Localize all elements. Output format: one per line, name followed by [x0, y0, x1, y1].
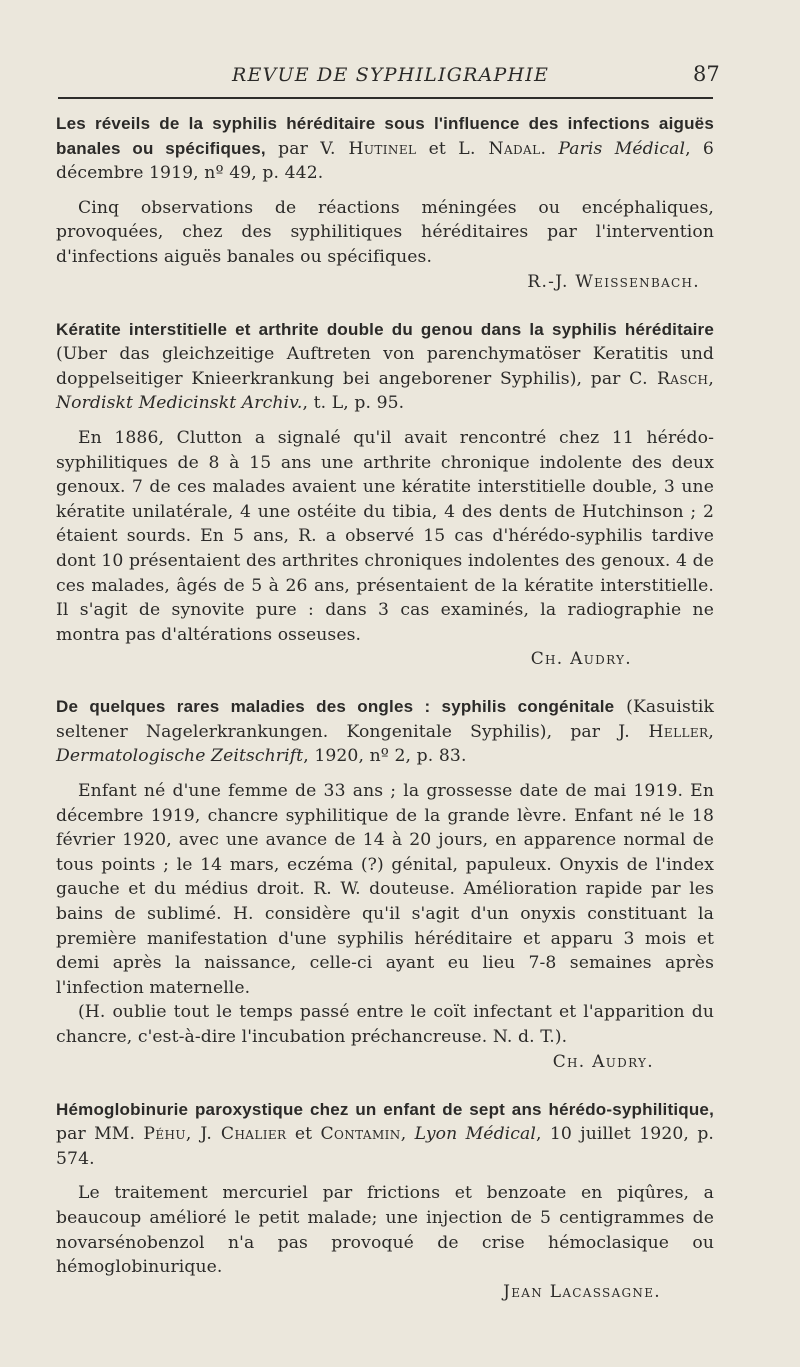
journal-name: Lyon Médical [414, 1124, 536, 1145]
article-citation: Hémoglobinurie paroxystique chez un enfant de sept ans hérédo-syphilitique, par MM. Péhu, J. Chalier et Contamin, Lyon Médical, 10 juillet 1920, p. 574. [56, 1099, 714, 1169]
article-signature: R.-J. Weissenbach. [527, 271, 700, 292]
author: V. Hutinel [320, 138, 417, 159]
running-title: REVUE DE SYPHILIGRAPHIE [232, 64, 550, 86]
article-signature: Ch. Audry. [552, 1051, 654, 1072]
article-body: Enfant né d'une femme de 33 ans ; la grossesse date de mai 1919. En décembre 1919, chancre syphilitique de la grande lèvre. Enfant né le 18 février 1920, avec une avance de 14 à 20 jours, en apparence normal de tous points ; le 14 mars, eczéma (?) génital, papuleux. Onyxis de l'index gauche et du médius droit. R. W. douteuse. Amélioration rapide par les bains de sublimé. H. considère qu'il s'agit d'un onyxis constituant la première manifestation d'une syphilis héréditaire et apparu 3 mois et demi après la naissance, celle-ci ayant eu lieu 7-8 semaines après l'infection maternelle. [56, 781, 714, 998]
article-citation: Les réveils de la syphilis héréditaire sous l'influence des infections aiguës banales ou spécifiques, par V. Hutinel et L. Nadal. Paris Médical, 6 décembre 1919, nº 49, p. 442. [56, 114, 714, 184]
article-note: (H. oublie tout le temps passé entre le coït infectant et l'apparition du chancre, c'est-à-dire l'incubation préchancreuse. N. d. T.). [56, 1002, 714, 1047]
article-citation: Kératite interstitielle et arthrite double du genou dans la syphilis héréditaire (Uber das gleichzeitige Auftreten von parenchymatöser Keratitis und doppelseitiger Knieerkrankung bei angeborener Syphilis), par C. Rasch, Nordiskt Medicinskt Archiv., t. L, p. 95. [56, 319, 714, 414]
journal-name: Dermatologische Zeitschrift [56, 746, 304, 767]
article-signature: Jean Lacassagne. [503, 1281, 661, 1302]
article-title: Kératite interstitielle et arthrite double du genou dans la syphilis héréditaire [56, 319, 714, 339]
article-body: En 1886, Clutton a signalé qu'il avait rencontré chez 11 hérédo-syphilitiques de 8 à 15 ans une arthrite chronique indolente des deux genoux. 7 de ces malades avaient une kératite interstitielle double, 3 une kératite unilatérale, 4 une ostéite du tibia, 4 des dents de Hutchinson ; 2 étaient sourds. En 5 ans, R. a observé 15 cas d'hérédo-syphilis tardive dont 10 présentaient des arthrites chroniques indolentes des genoux. 4 de ces malades, âgés de 5 à 26 ans, présentaient de la kératite interstitielle. Il s'agit de synovite pure : dans 3 cas examinés, la radiographie ne montra pas d'altérations osseuses. [56, 427, 714, 645]
main-content [56, 112, 714, 1328]
article-title: Les réveils de la syphilis héréditaire sous l'influence des infections aiguës banales ou spécifiques, [56, 114, 714, 158]
author: J. Heller [618, 721, 709, 742]
article-1 [56, 112, 714, 292]
author: Contamin [320, 1124, 401, 1145]
article-citation: De quelques rares maladies des ongles : syphilis congénitale (Kasuistik seltener Nagelerkrankungen. Kongenitale Syphilis), par J. Heller, Dermatologische Zeitschrift, 1920, nº 2, p. 83. [56, 697, 714, 767]
article-title: De quelques rares maladies des ongles : syphilis congénitale [56, 697, 615, 717]
article-body: Cinq observations de réactions méningées ou encéphaliques, provoquées, chez des syphilitiques héréditaires par l'intervention d'infections aiguës banales ou spécifiques. [56, 197, 714, 267]
article-3 [56, 695, 714, 1071]
author: Péhu, J. Chalier [143, 1124, 287, 1145]
author: C. Rasch [629, 368, 709, 389]
header-rule [58, 97, 713, 99]
page-number: 87 [693, 62, 720, 86]
article-4 [56, 1098, 714, 1302]
journal-name: Paris Médical [558, 138, 686, 159]
journal-name: Nordiskt Medicinskt Archiv. [56, 393, 303, 414]
article-title: Hémoglobinurie paroxystique chez un enfant de sept ans hérédo-syphilitique, [56, 1099, 714, 1119]
article-body: Le traitement mercuriel par frictions et benzoate en piqûres, a beaucoup amélioré le petit malade; une injection de 5 centigrammes de novarsénobenzol n'a pas provoqué de crise hémoclasique ou hémoglobinurique. [56, 1183, 714, 1278]
page-header [0, 62, 800, 102]
article-2 [56, 318, 714, 670]
article-signature: Ch. Audry. [530, 649, 632, 670]
author: L. Nadal [458, 138, 541, 159]
